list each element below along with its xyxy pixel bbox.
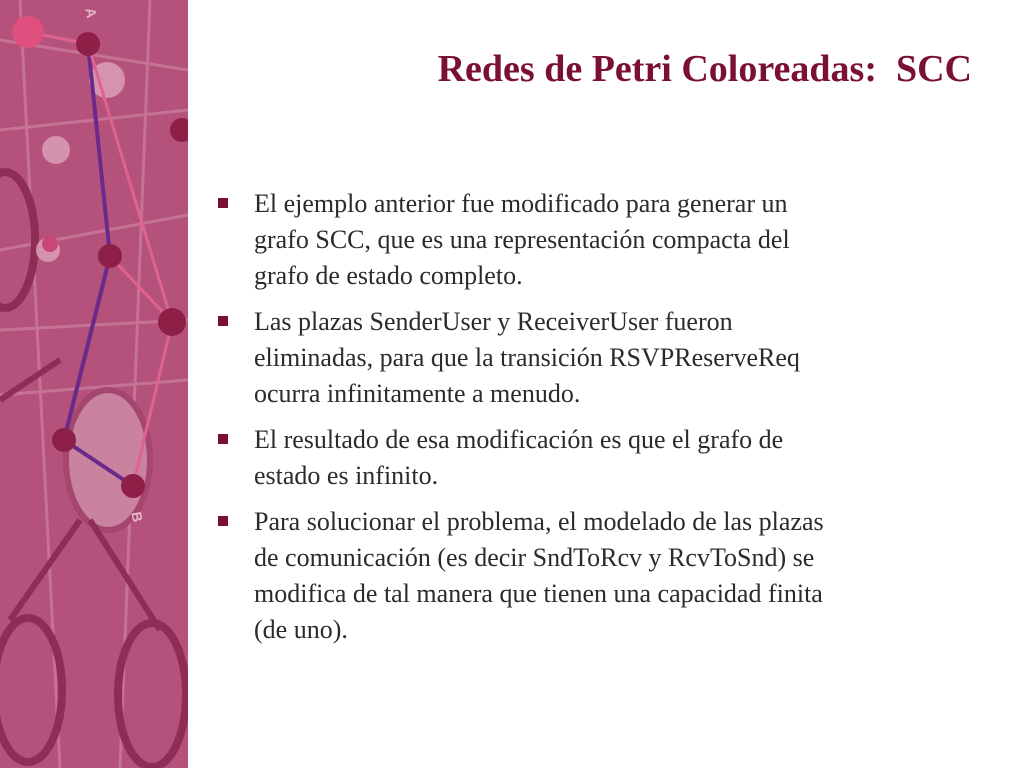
bullet-item — [218, 304, 978, 412]
square-bullet-icon — [218, 316, 228, 326]
bullet-item — [218, 504, 978, 648]
bullet-item — [218, 186, 978, 294]
slide-title: Redes de Petri Coloreadas: SCC — [437, 48, 972, 90]
square-bullet-icon — [218, 516, 228, 526]
network-graph-illustration — [0, 0, 188, 768]
bullet-text: Para solucionar el problema, el modelado de las plazas de comunicación (es decir SndToRcv y RcvToSnd) se modifica de tal manera que tienen una capacidad finita (de uno). — [254, 507, 824, 644]
decorative-sidebar — [0, 0, 188, 768]
square-bullet-icon — [218, 198, 228, 208]
bullet-list — [218, 186, 978, 658]
bullet-text: Las plazas SenderUser y ReceiverUser fueron eliminadas, para que la transición RSVPReserveReq ocurra infinitamente a menudo. — [254, 307, 800, 408]
bullet-item — [218, 422, 978, 494]
bullet-text: El resultado de esa modificación es que el grafo de estado es infinito. — [254, 425, 784, 490]
bullet-text: El ejemplo anterior fue modificado para generar un grafo SCC, que es una representación compacta del grafo de estado completo. — [254, 189, 790, 290]
square-bullet-icon — [218, 434, 228, 444]
node-label-b: B — [128, 510, 146, 524]
node-label-a: A — [82, 6, 100, 20]
